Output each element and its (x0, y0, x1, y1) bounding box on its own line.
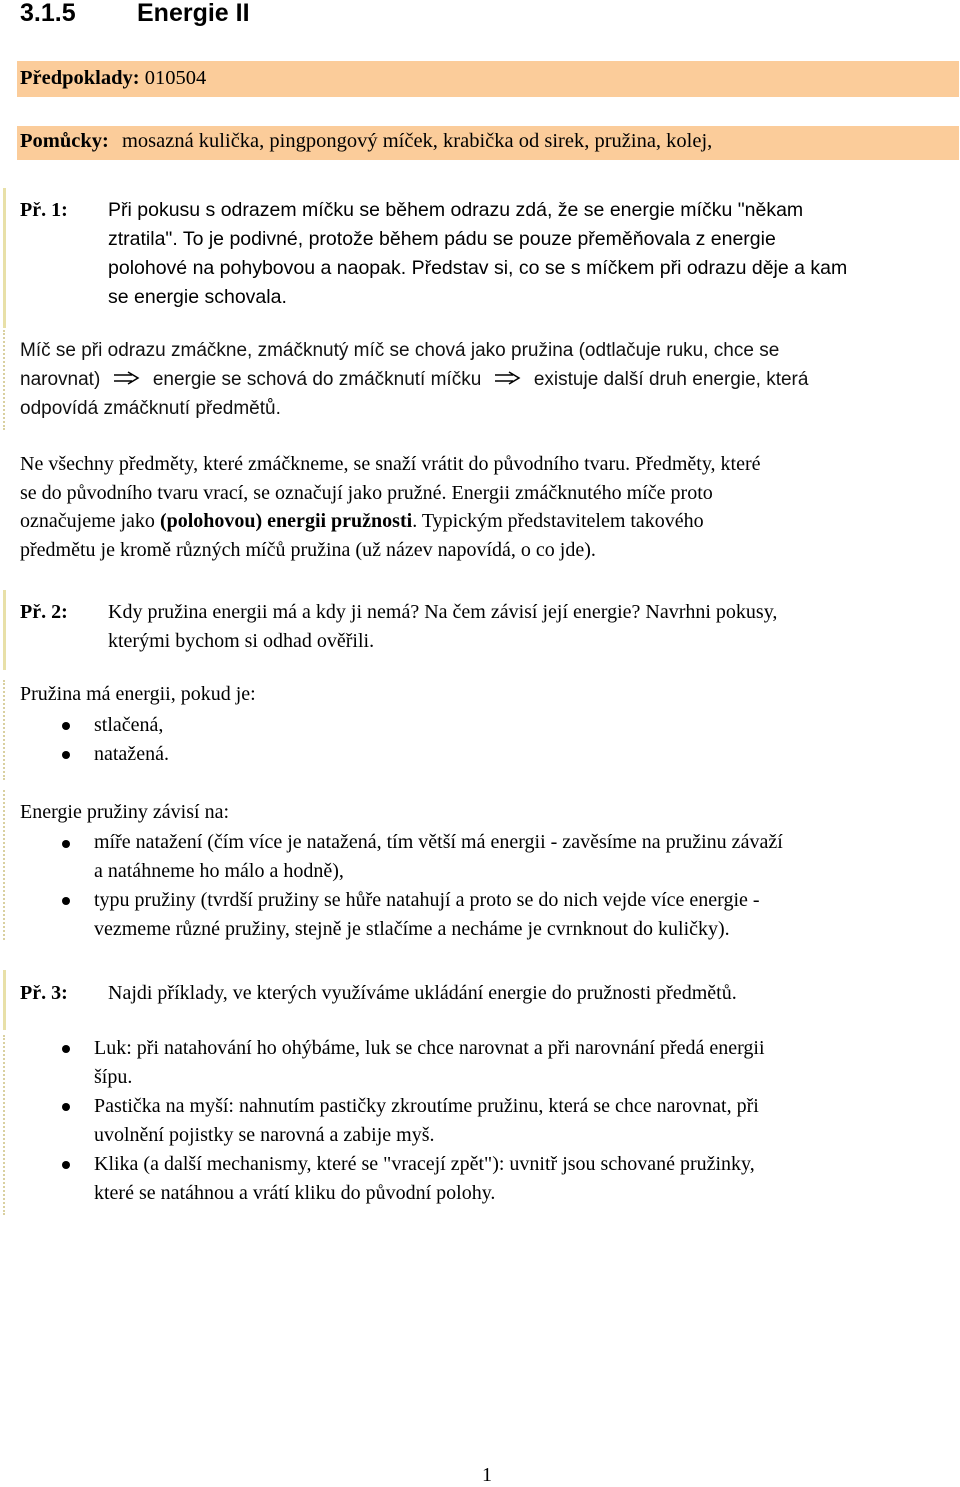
sidebar-marker-answer2 (3, 680, 5, 780)
sidebar-marker-example3 (3, 970, 6, 1030)
paragraph-fragment: označujeme jako (20, 510, 160, 532)
list-item-line: které se natáhnou a vrátí kliku do původní polohy. (94, 1181, 496, 1204)
example-3-text: Najdi příklady, ve kterých využíváme ukládání energie do pružnosti předmětů. (108, 982, 737, 1004)
bullet-icon (62, 840, 70, 848)
list-item-line: uvolnění pojistky se narovná a zabije myš. (94, 1123, 435, 1146)
list-item (94, 1150, 755, 1207)
answer-1-fragment: existuje další druh energie, která (533, 369, 809, 390)
example-3-label: Př. 3: (20, 982, 68, 1004)
answer-1-line: odpovídá zmáčknutí předmětů. (20, 398, 281, 419)
example-1-text (108, 196, 847, 312)
bullet-icon (62, 722, 70, 730)
example-1-line: Při pokusu s odrazem míčku se během odrazu zdá, že se energie míčku "někam (108, 199, 804, 221)
answer-1-fragment: narovnat) (20, 369, 101, 390)
sidebar-marker-answer3 (3, 1035, 5, 1215)
paragraph-fragment: . Typickým představitelem takového (412, 510, 704, 532)
answer-1-text (20, 336, 808, 423)
answer-1-line (20, 365, 808, 394)
paragraph-line: se do původního tvaru vrací, se označují jako pružné. Energii zmáčknutého míče proto (20, 481, 713, 504)
double-right-arrow-icon (495, 365, 521, 394)
bullet-icon (62, 1045, 70, 1053)
list-item-line: míře natažení (čím více je natažená, tím větší má energii - zavěsíme na pružinu závaží (94, 831, 783, 853)
elasticity-term: (polohovou) energii pružnosti (159, 510, 413, 532)
tools-value: mosazná kulička, pingpongový míček, krabička od sirek, pružina, kolej, (121, 130, 713, 152)
list-item-line: vezmeme různé pružiny, stejně je stlačíme a necháme je cvrnknout do kuličky). (94, 917, 730, 940)
list-item (94, 886, 760, 943)
bullet-icon (62, 751, 70, 759)
bullet-icon (62, 897, 70, 905)
depends-intro: Energie pružiny závisí na: (20, 801, 230, 823)
list-item-line: Luk: při natahování ho ohýbáme, luk se chce narovnat a při narovnání předá energii (94, 1037, 765, 1059)
list-item: natažená. (94, 743, 169, 765)
tools-label: Pomůcky: (20, 130, 109, 152)
example-1-line: se energie schovala. (108, 286, 287, 308)
section-number: 3.1.5 (20, 0, 76, 27)
example-1-label: Př. 1: (20, 199, 68, 221)
example-2-label: Př. 2: (20, 601, 68, 623)
bullet-icon (62, 1103, 70, 1111)
page-number: 1 (482, 1464, 492, 1486)
prerequisites-label: Předpoklady: (20, 67, 140, 89)
paragraph-line (20, 507, 955, 536)
section-heading (20, 0, 250, 28)
list-item (94, 1092, 759, 1149)
prerequisites-band (17, 61, 959, 97)
example-1-line: polohové na pohybovou a naopak. Představ si, co se s míčkem při odrazu děje a kam (108, 257, 848, 279)
tools-band (17, 126, 959, 160)
section-title: Energie II (137, 0, 250, 27)
list-item-line: Klika (a další mechanismy, které se "vracejí zpět"): uvnitř jsou schované pružinky, (94, 1153, 755, 1175)
list-item (94, 1034, 765, 1091)
paragraph-line: Ne všechny předměty, které zmáčkneme, se snaží vrátit do původního tvaru. Předměty, které (20, 453, 761, 475)
sidebar-marker-answer2b (3, 790, 5, 940)
list-item-line: a natáhneme ho málo a hodně), (94, 859, 344, 882)
elasticity-paragraph (20, 450, 955, 564)
double-right-arrow-icon (114, 365, 140, 394)
list-item: stlačená, (94, 714, 164, 736)
answer-1-line: Míč se při odrazu zmáčkne, zmáčknutý míč se chová jako pružina (odtlačuje ruku, chce se (20, 340, 780, 361)
example-2-line: kterými bychom si odhad ověřili. (108, 629, 375, 652)
sidebar-marker-example2 (3, 590, 6, 670)
list-item-line: Pastička na myší: nahnutím pastičky zkroutíme pružinu, která se chce narovnat, při (94, 1095, 759, 1117)
example-2-line: Kdy pružina energii má a kdy ji nemá? Na čem závisí její energie? Navrhni pokusy, (108, 601, 778, 623)
sidebar-marker-answer1 (3, 330, 5, 430)
list-item-line: šípu. (94, 1065, 133, 1088)
prerequisites-value: 010504 (144, 67, 207, 89)
paragraph-line: předmětu je kromě různých míčů pružina (už název napovídá, o co jde). (20, 538, 596, 561)
answer-1-fragment: energie se schová do zmáčknutí míčku (152, 369, 482, 390)
spring-energy-intro: Pružina má energii, pokud je: (20, 683, 256, 705)
list-item-line: typu pružiny (tvrdší pružiny se hůře natahují a proto se do nich vejde více energie - (94, 889, 760, 911)
example-2-text (108, 598, 777, 655)
list-item (94, 828, 783, 885)
sidebar-marker-example1 (3, 188, 6, 328)
bullet-icon (62, 1161, 70, 1169)
example-1-line: ztratila". To je podivné, protože během pádu se pouze přeměňovala z energie (108, 228, 776, 250)
